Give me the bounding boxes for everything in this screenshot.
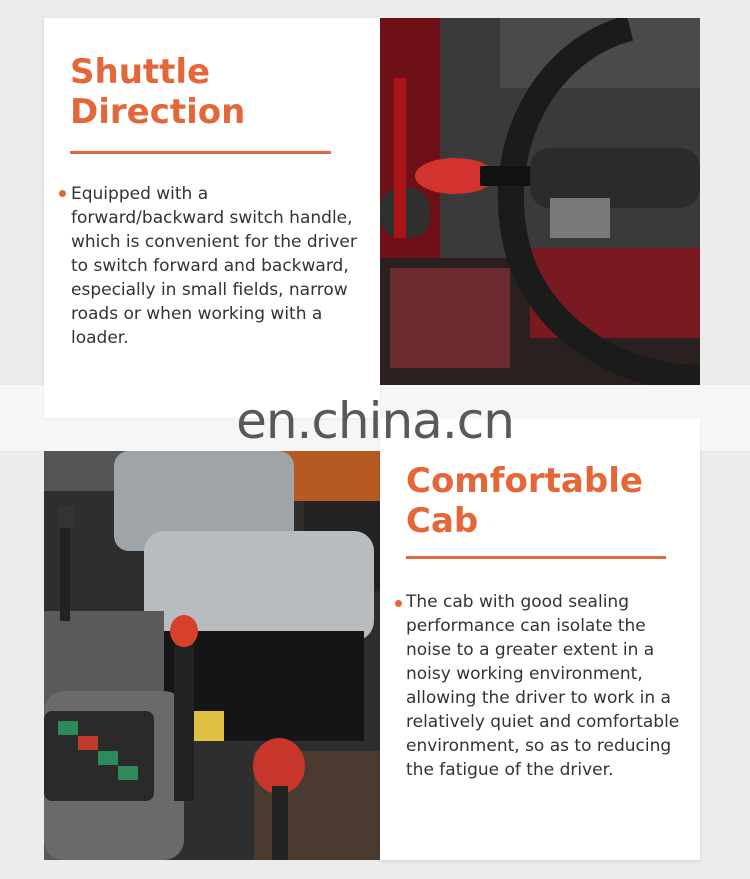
watermark-text: en.china.cn [236,392,514,450]
shuttle-direction-card [44,18,380,418]
cab-title-line1: Comfortable [406,461,643,501]
shuttle-title-line2: Direction [70,92,246,132]
steering-wheel-photo [380,18,700,385]
cab-description: The cab with good sealing performance can isolate the noise to a greater extent in a noisy working environment, allowing the driver to work in a relatively quiet and comfortable environment, so as to reducing the fatigue of the driver. [406,592,680,780]
bullet-icon [395,600,402,607]
shuttle-title-line1: Shuttle [70,52,211,92]
cab-title [406,461,643,541]
shuttle-title-rule [70,151,331,154]
cab-title-line2: Cab [406,501,479,541]
shuttle-description: Equipped with a forward/backward switch handle, which is convenient for the driver to switch forward and backward, especially in small fields, narrow roads or when working with a loader. [71,184,357,348]
comfortable-cab-card [380,418,700,860]
bullet-icon [59,190,66,197]
shuttle-title [70,52,245,132]
cab-interior-photo [44,451,380,860]
cab-title-rule [406,556,666,559]
